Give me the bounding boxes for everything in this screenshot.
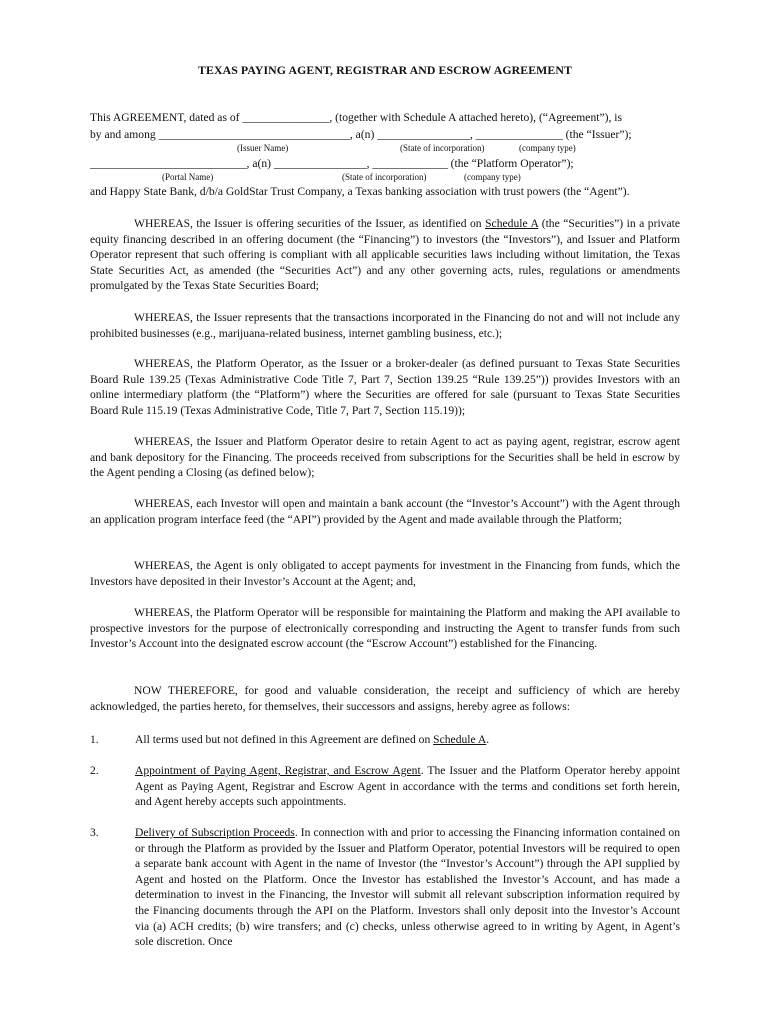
recital-5-text: WHEREAS, each Investor will open and maintain a bank account (the “Investor’s Account”) with the Agent through an application program interface feed (the “API”) provided by the Agent and made available through the Platform; bbox=[90, 497, 680, 526]
caption-portal-name: (Portal Name) bbox=[162, 172, 214, 182]
section-1-number: 1. bbox=[90, 733, 99, 746]
recital-7 bbox=[90, 605, 680, 652]
recital-2 bbox=[90, 310, 680, 341]
section-1-body bbox=[135, 732, 680, 748]
section-3-body bbox=[135, 825, 680, 950]
recital-4 bbox=[90, 434, 680, 481]
recital-2-text: WHEREAS, the Issuer represents that the transactions incorporated in the Financing do not and will not include any prohibited businesses (e.g., marijuana-related business, internet gambling business, etc.); bbox=[90, 311, 680, 340]
now-therefore-clause bbox=[90, 683, 680, 714]
section-2-body bbox=[135, 763, 680, 810]
recital-1-text-b: (the “Securities”) in a private equity financing described in an offering document (the “Financing”) to investors (the “Investors”), and Issuer and Platform Operator represent that such offering is compliant with all applicable securities laws including without limitation, the Texas State Securities Act, as amended (the “Securities Act”) and any other governing acts, rules, regulations or amendments promulgated by the Texas State Securities Board; bbox=[90, 217, 680, 293]
recital-7-text: WHEREAS, the Platform Operator will be responsible for maintaining the Platform and making the API available to prospective investors for the purpose of electronically corresponding and instructing the Agent to transfer funds from such Investor’s Account into the designated escrow account (the “Escrow Account”) established for the Financing. bbox=[90, 606, 680, 651]
caption-company-type-2: (company type) bbox=[464, 172, 521, 182]
now-therefore-text: NOW THEREFORE, for good and valuable consideration, the receipt and sufficiency of which are hereby acknowledged, the parties hereto, for themselves, their successors and assigns, hereby agree as follows: bbox=[90, 684, 680, 713]
recital-1 bbox=[90, 216, 680, 294]
caption-issuer-name: (Issuer Name) bbox=[237, 143, 289, 153]
caption-state-of-incorporation-2: (State of incorporation) bbox=[342, 172, 427, 182]
recital-5 bbox=[90, 496, 680, 527]
section-3-number: 3. bbox=[90, 826, 99, 839]
section-1-text-a: All terms used but not defined in this Agreement are defined on bbox=[135, 733, 434, 746]
recital-4-text: WHEREAS, the Issuer and Platform Operator desire to retain Agent to act as paying agent, registrar, escrow agent and bank depository for the Financing. The proceeds received from subscriptions for the Securities shall be held in escrow by the Agent pending a Closing (as defined below); bbox=[90, 435, 680, 480]
section-3-text: . In connection with and prior to accessing the Financing information contained on or through the Platform as provided by the Issuer and Platform Operator, potential Investors will be required to open a separate bank account with Agent in the name of Investor (the “Investor’s Account”) through the API supplied by Agent and hosted on the Platform. Once the Investor has established the Investor’s Account, and has made a determination to invest in the Financing, the Investor will submit all relevant subscription information required by the Financing documents through the API on the Platform. Investors shall only deposit into the Investor’s Account via (a) ACH credits; (b) wire transfers; and (c) checks, unless otherwise agreed to in writing by Agent, in Agent’s sole discretion. Once bbox=[135, 826, 680, 949]
document-title: TEXAS PAYING AGENT, REGISTRAR AND ESCROW AGREEMENT bbox=[198, 63, 572, 77]
section-2-heading: Appointment of Paying Agent, Registrar, and Escrow Agent bbox=[135, 764, 421, 777]
caption-state-of-incorporation-1: (State of incorporation) bbox=[400, 143, 485, 153]
section-3-heading: Delivery of Subscription Proceeds bbox=[135, 826, 295, 839]
header-line-2: by and among _________________________________, a(n) ________________, _______________ (the “Issuer”); bbox=[90, 128, 632, 141]
caption-company-type-1: (company type) bbox=[519, 143, 576, 153]
section-1-schedule-a-reference: Schedule A bbox=[433, 733, 487, 746]
header-line-4: and Happy State Bank, d/b/a GoldStar Trust Company, a Texas banking association with trust powers (the “Agent”). bbox=[90, 185, 630, 198]
section-2-number: 2. bbox=[90, 764, 99, 777]
header-line-3: ___________________________, a(n) ________________, _____________ (the “Platform Operator”); bbox=[90, 157, 574, 170]
recital-6 bbox=[90, 558, 680, 589]
schedule-a-reference: Schedule A bbox=[485, 217, 539, 230]
header-line-1: This AGREEMENT, dated as of _______________, (together with Schedule A attached hereto), (“Agreement”), is bbox=[90, 111, 622, 124]
section-2-text: . The Issuer and the Platform Operator hereby appoint Agent as Paying Agent, Registrar and Escrow Agent in accordance with the terms and conditions set forth herein, and Agent hereby accepts such appointments. bbox=[135, 764, 681, 809]
recital-1-text-a: WHEREAS, the Issuer is offering securities of the Issuer, as identified on bbox=[134, 217, 486, 230]
recital-6-text: WHEREAS, the Agent is only obligated to accept payments for investment in the Financing from funds, which the Investors have deposited in their Investor’s Account at the Agent; and, bbox=[90, 559, 680, 588]
section-1-text-b: . bbox=[486, 733, 490, 746]
recital-3-text: WHEREAS, the Platform Operator, as the Issuer or a broker-dealer (as defined pursuant to Texas State Securities Board Rule 139.25 (Texas Administrative Code Title 7, Part 7, Section 139.25 “Rule 139.25”)) provides Investors with an online intermediary platform (the “Platform”) where the Securities are offered for sale (pursuant to Texas State Securities Board Rule 115.19 (Texas Administrative Code, Title 7, Part 7, Section 115.19)); bbox=[90, 357, 680, 417]
recital-3 bbox=[90, 356, 680, 418]
